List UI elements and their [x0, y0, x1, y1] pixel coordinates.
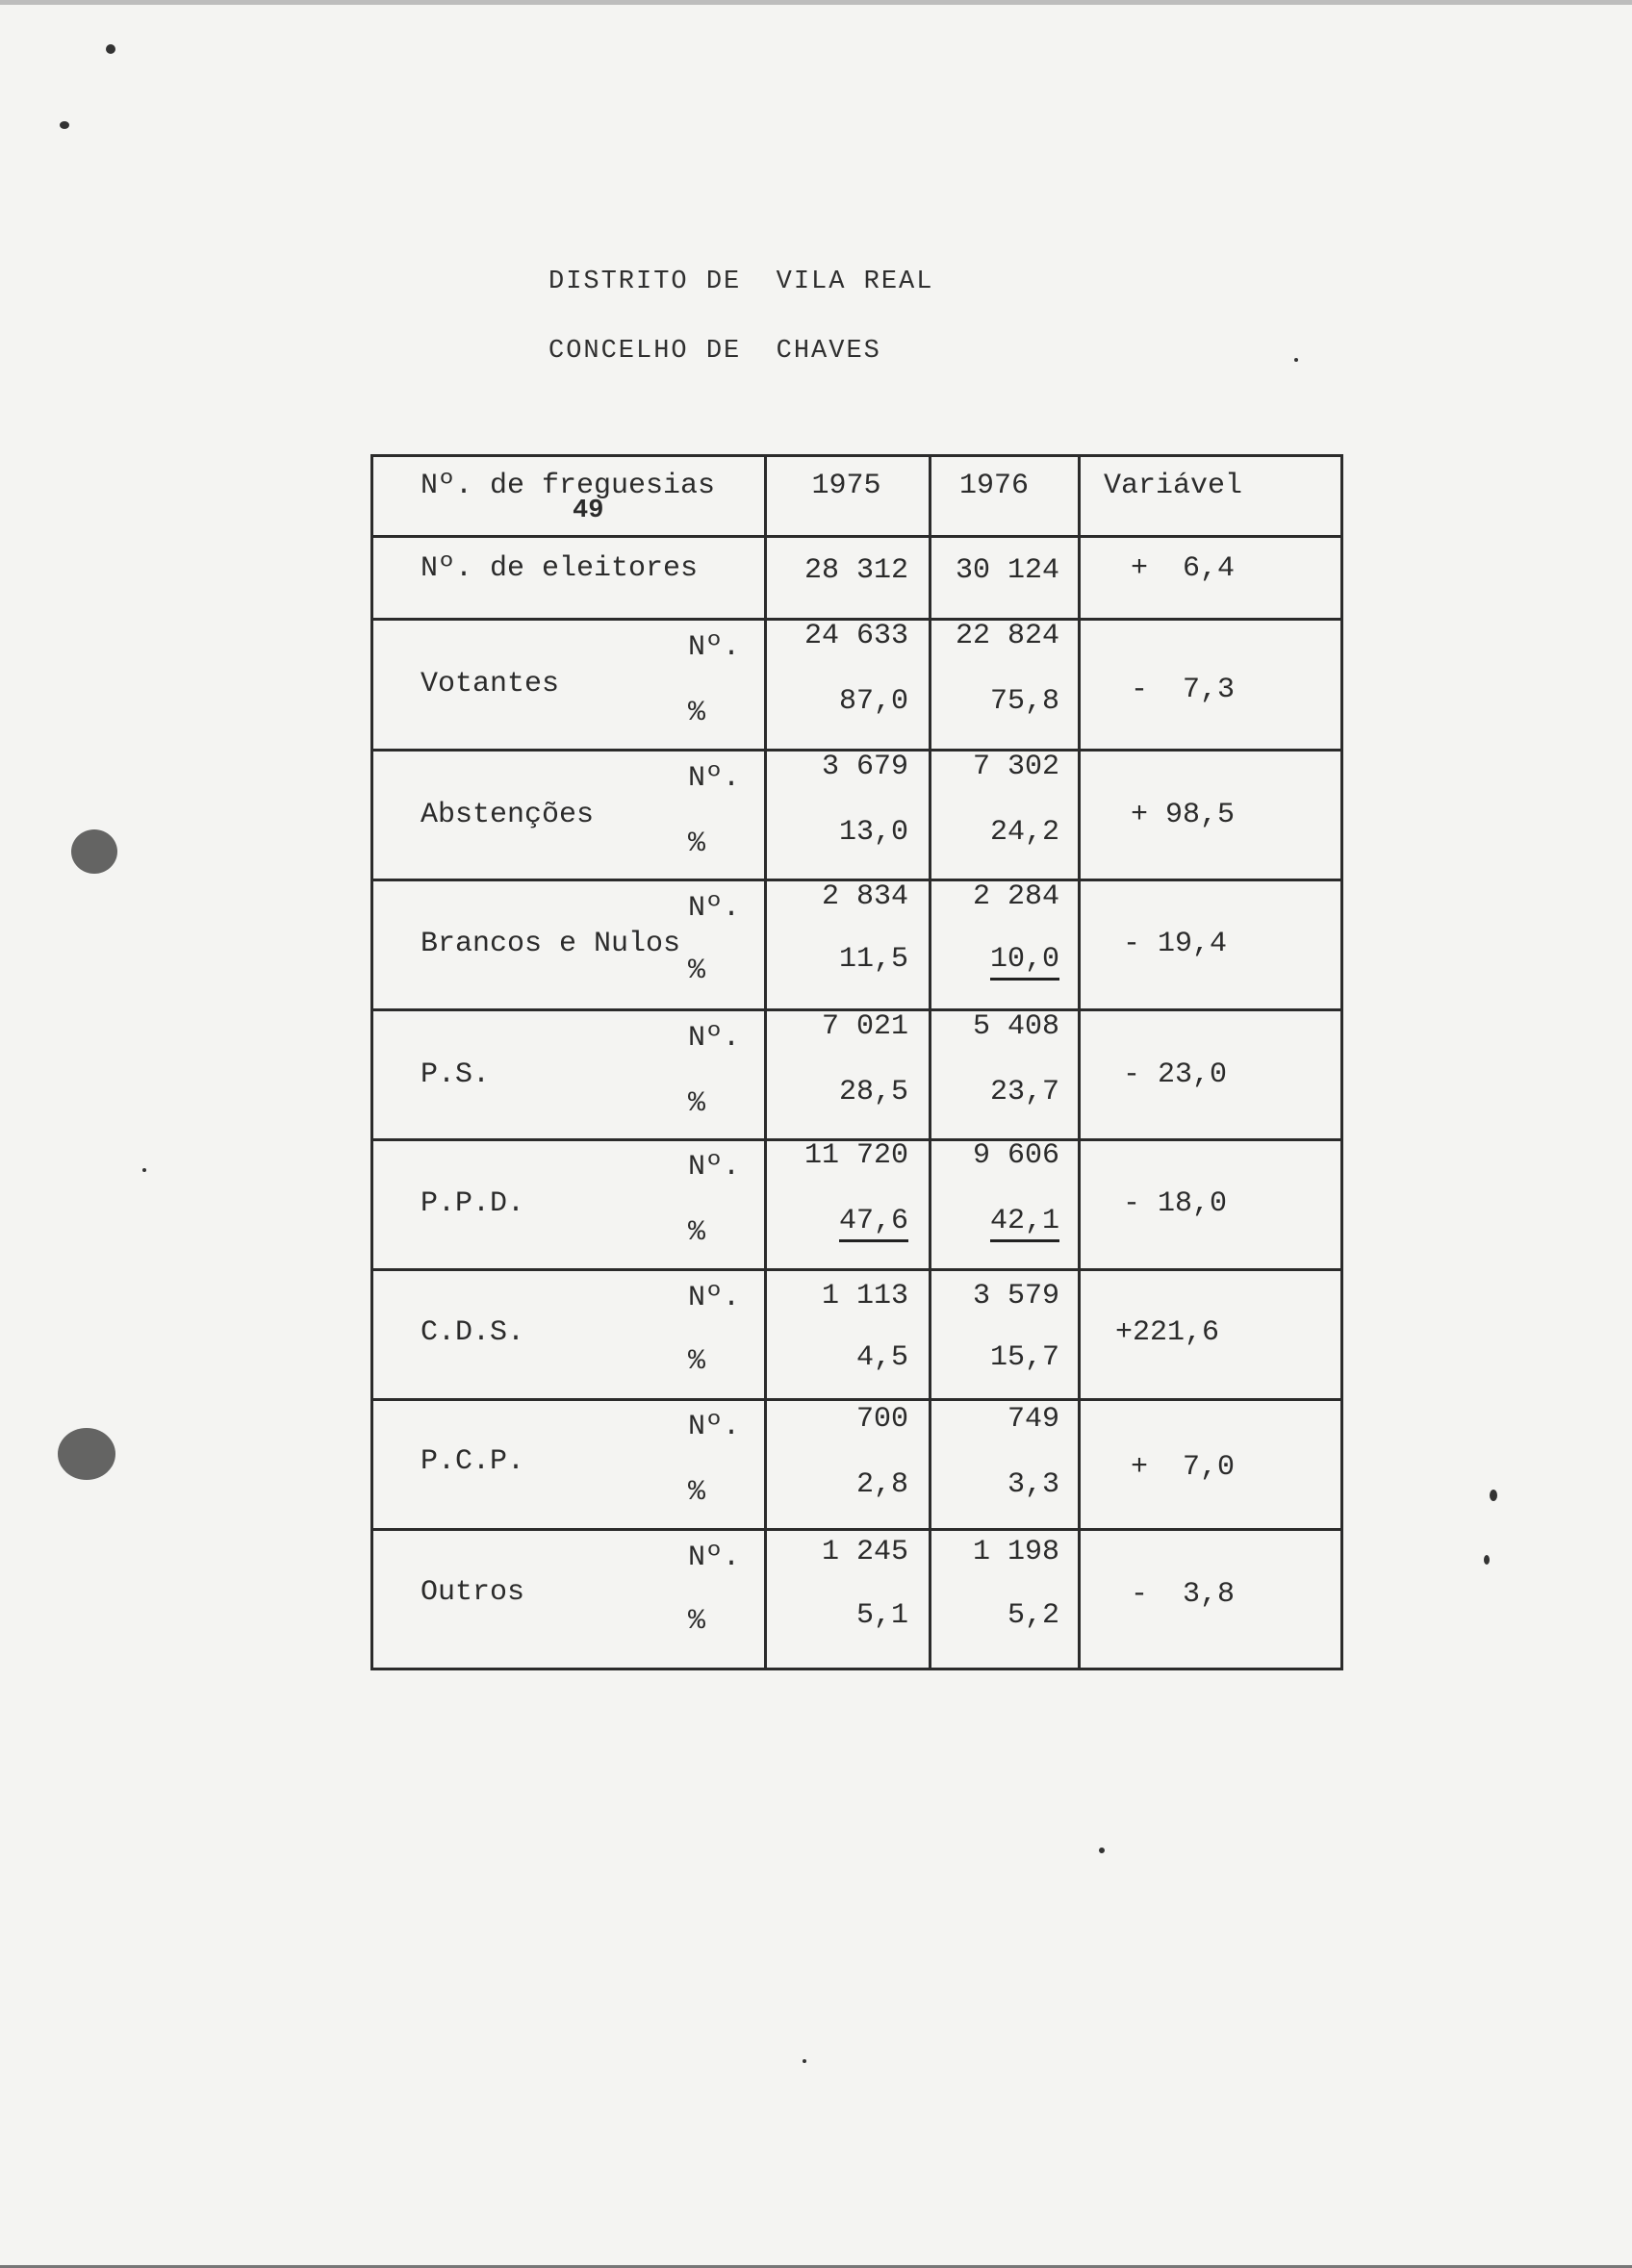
count-1975: 700	[855, 1403, 908, 1436]
punch-hole-mark	[71, 829, 117, 874]
count-label: Nº.	[688, 1151, 741, 1184]
count-1976: 3 579	[972, 1280, 1059, 1312]
underlined-value: 47,6	[839, 1205, 908, 1242]
change-value: - 19,4	[1123, 928, 1228, 960]
count-label: Nº.	[688, 1022, 741, 1055]
council-heading: CONCELHO DE CHAVES	[548, 337, 881, 366]
percent-1975: 4,5	[855, 1341, 908, 1374]
change-value: - 7,3	[1131, 674, 1236, 706]
speck-mark	[1490, 1490, 1497, 1501]
count-label: Nº.	[688, 1282, 741, 1314]
percent-1976	[929, 1205, 1059, 1237]
speck-mark	[1294, 358, 1298, 362]
count-label: Nº.	[688, 1542, 741, 1574]
change-value: - 3,8	[1131, 1578, 1236, 1611]
percent-1976	[929, 943, 1059, 976]
row-label: P.C.P.	[421, 1445, 525, 1478]
percent-1976: 24,2	[989, 816, 1059, 849]
row-divider	[370, 535, 1343, 538]
page-top-edge	[0, 0, 1632, 5]
row-divider	[370, 1398, 1343, 1401]
year-1975-header: 1975	[811, 470, 881, 502]
count-label: Nº.	[688, 1411, 741, 1443]
change-value: + 7,0	[1131, 1451, 1236, 1484]
percent-1976: 5,2	[1007, 1599, 1059, 1632]
row-label: Votantes	[421, 668, 560, 701]
row-label: P.P.D.	[421, 1187, 525, 1220]
year-1976-header: 1976	[959, 470, 1030, 502]
percent-1976: 75,8	[989, 685, 1059, 718]
percent-1975: 11,5	[838, 943, 908, 976]
underlined-value: 10,0	[990, 943, 1059, 981]
district-heading: DISTRITO DE VILA REAL	[548, 268, 934, 296]
punch-hole-mark	[58, 1428, 115, 1480]
row-divider	[370, 1528, 1343, 1531]
speck-mark	[803, 2059, 806, 2063]
count-1975: 11 720	[803, 1139, 908, 1172]
count-1976: 22 824	[955, 620, 1059, 652]
count-1975: 3 679	[821, 751, 908, 783]
percent-1975: 5,1	[855, 1599, 908, 1632]
count-1975: 24 633	[803, 620, 908, 652]
change-header: Variável	[1104, 470, 1243, 502]
row-divider	[370, 1268, 1343, 1271]
count-1975: 1 245	[821, 1536, 908, 1568]
count-1975: 1 113	[821, 1280, 908, 1312]
count-1976: 1 198	[972, 1536, 1059, 1568]
percent-1975: 87,0	[838, 685, 908, 718]
election-table	[370, 454, 1343, 1670]
count-1976: 5 408	[972, 1010, 1059, 1043]
percent-1975	[764, 1205, 908, 1237]
count-1975: 2 834	[821, 880, 908, 913]
percent-label: %	[688, 828, 706, 860]
speck-mark	[1099, 1848, 1105, 1853]
row-label: Outros	[421, 1576, 525, 1609]
parishes-count: 49	[573, 497, 604, 525]
electors-1975: 28 312	[803, 554, 908, 587]
percent-label: %	[688, 1345, 706, 1378]
row-label: C.D.S.	[421, 1316, 525, 1349]
speck-mark	[142, 1168, 146, 1172]
percent-1975: 13,0	[838, 816, 908, 849]
change-value: - 18,0	[1123, 1187, 1228, 1220]
count-1976: 749	[1007, 1403, 1059, 1436]
speck-mark	[1484, 1555, 1490, 1565]
percent-label: %	[688, 1605, 706, 1638]
percent-label: %	[688, 1476, 706, 1509]
percent-1975: 2,8	[855, 1468, 908, 1501]
count-label: Nº.	[688, 892, 741, 925]
row-label: Abstenções	[421, 799, 595, 831]
percent-1975: 28,5	[838, 1076, 908, 1109]
parishes-label: Nº. de freguesias	[421, 470, 716, 502]
percent-1976: 15,7	[989, 1341, 1059, 1374]
underlined-value: 42,1	[990, 1205, 1059, 1242]
speck-mark	[60, 121, 69, 129]
column-divider	[1078, 454, 1081, 1670]
count-1975: 7 021	[821, 1010, 908, 1043]
count-label: Nº.	[688, 631, 741, 664]
percent-label: %	[688, 1087, 706, 1120]
count-1976: 7 302	[972, 751, 1059, 783]
percent-label: %	[688, 1216, 706, 1249]
change-value: +221,6	[1115, 1316, 1220, 1349]
percent-1976: 23,7	[989, 1076, 1059, 1109]
percent-label: %	[688, 697, 706, 729]
percent-1976: 3,3	[1007, 1468, 1059, 1501]
speck-mark	[106, 44, 115, 54]
row-label: Brancos e Nulos	[421, 928, 681, 960]
electors-label: Nº. de eleitores	[421, 552, 699, 585]
electors-1976: 30 124	[955, 554, 1059, 587]
electors-change: + 6,4	[1131, 552, 1236, 585]
change-value: + 98,5	[1131, 799, 1236, 831]
count-label: Nº.	[688, 762, 741, 795]
row-label: P.S.	[421, 1058, 491, 1091]
change-value: - 23,0	[1123, 1058, 1228, 1091]
count-1976: 2 284	[972, 880, 1059, 913]
percent-label: %	[688, 955, 706, 987]
count-1976: 9 606	[972, 1139, 1059, 1172]
